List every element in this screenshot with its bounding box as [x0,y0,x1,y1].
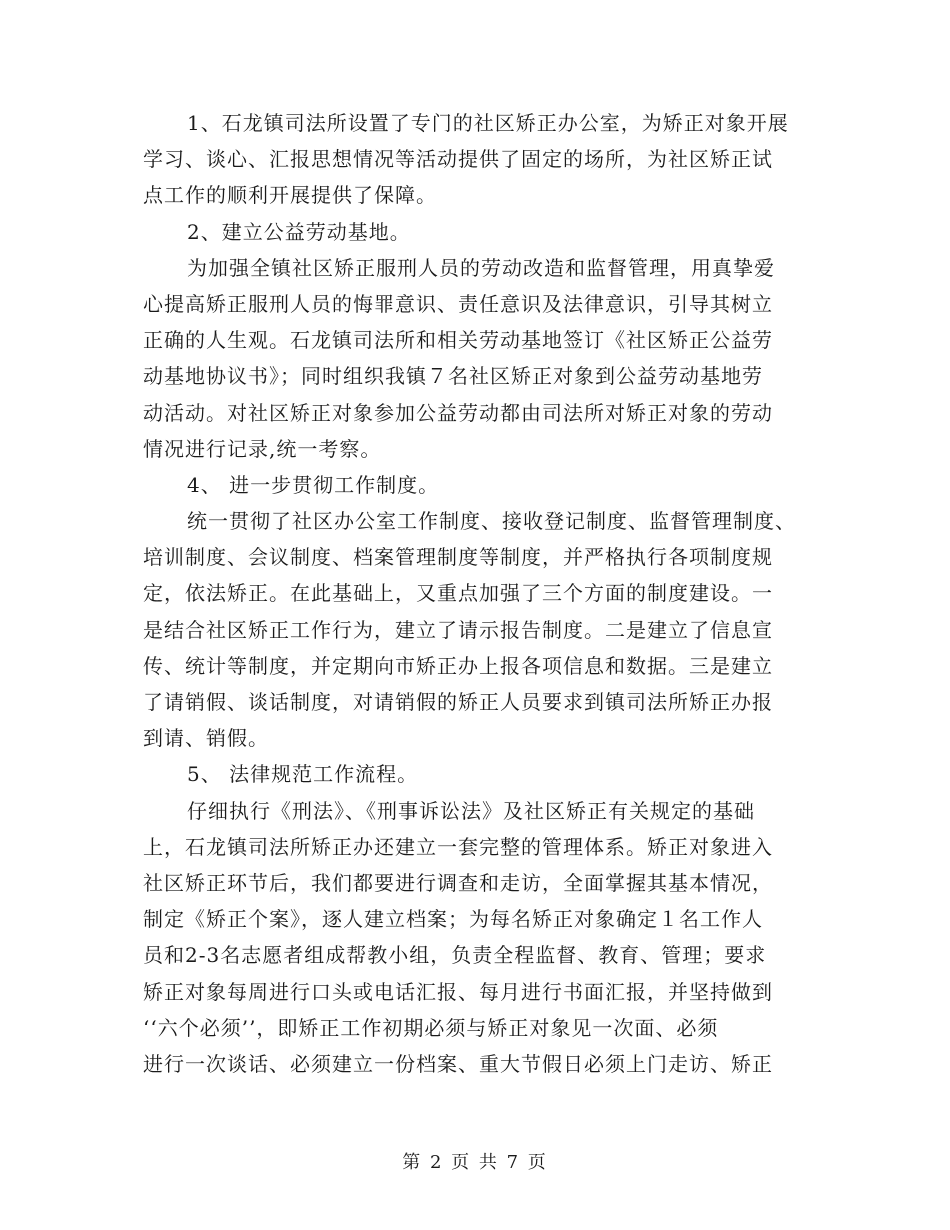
paragraph-work-system [143,503,811,756]
text-line: 进行一次谈话、必须建立一份档案、重大节假日必须上门走访、矫正 [143,1051,773,1076]
text-line: 统一贯彻了社区办公室工作制度、接收登记制度、监督管理制度、 [187,509,796,534]
text-line: ‘‘六个必须’’，即矫正工作初期必须与矫正对象见一次面、必须 [143,1015,719,1040]
text-line: 了请销假、谈话制度，对请销假的矫正人员要求到镇司法所矫正办报 [143,690,773,714]
text-line: 到请、销假。 [143,726,269,751]
text-line: 是结合社区矫正工作行为，建立了请示报告制度。二是建立了信息宣 [143,617,773,642]
page-number-footer: 第 2 页 共 7 页 [402,1152,548,1173]
text-line: 正确的人生观。石龙镇司法所和相关劳动基地签订《社区矫正公益劳 [143,328,773,353]
paragraph-workflow [143,793,811,1083]
paragraph-item-1 [143,105,811,214]
paragraph-labor-base [143,250,811,467]
text-line: 动基地协议书》；同时组织我镇７名社区矫正对象到公益劳动基地劳 [143,364,763,389]
text-line: 点工作的顺利开展提供了保障。 [143,183,437,208]
text-line: 培训制度、会议制度、档案管理制度等制度，并严格执行各项制度规 [143,545,773,570]
heading-line: 5、 法律规范工作流程。 [187,762,419,787]
text-line: 为加强全镇社区矫正服刑人员的劳动改造和监督管理，用真挚爱 [187,255,775,280]
text-line: 社区矫正环节后，我们都要进行调查和走访，全面掌握其基本情况， [143,870,773,895]
text-line: 学习、谈心、汇报思想情况等活动提供了固定的场所，为社区矫正试 [143,147,773,172]
document-body [143,105,811,1082]
text-line: 心提高矫正服刑人员的悔罪意识、责任意识及法律意识，引导其树立 [143,291,773,316]
heading-line: 2、建立公益劳动基地。 [187,219,411,244]
section-heading-4 [143,467,811,503]
text-line: 上，石龙镇司法所矫正办还建立一套完整的管理体系。矫正对象进入 [143,834,773,859]
text-line: 员和2-3名志愿者组成帮教小组，负责全程监督、教育、管理；要求 [143,943,767,968]
heading-line: 4、 进一步贯彻工作制度。 [187,472,440,497]
text-line: 1、石龙镇司法所设置了专门的社区矫正办公室，为矫正对象开展 [187,111,789,135]
text-line: 传、统计等制度，并定期向市矫正办上报各项信息和数据。三是建立 [143,653,773,678]
text-line: 动活动。对社区矫正对象参加公益劳动都由司法所对矫正对象的劳动 [143,400,773,425]
text-line: 矫正对象每周进行口头或电话汇报、每月进行书面汇报，并坚持做到 [143,979,773,1004]
text-line: 仔细执行《刑法》、《刑事诉讼法》及社区矫正有关规定的基础 [187,798,755,823]
section-heading-5 [143,756,811,792]
text-line: 制定《矫正个案》，逐人建立档案；为每名矫正对象确定１名工作人 [143,907,763,932]
text-line: 定，依法矫正。在此基础上，又重点加强了三个方面的制度建设。一 [143,581,773,606]
section-heading-2 [143,214,811,250]
text-line: 情况进行记录,统一考察。 [143,436,382,461]
